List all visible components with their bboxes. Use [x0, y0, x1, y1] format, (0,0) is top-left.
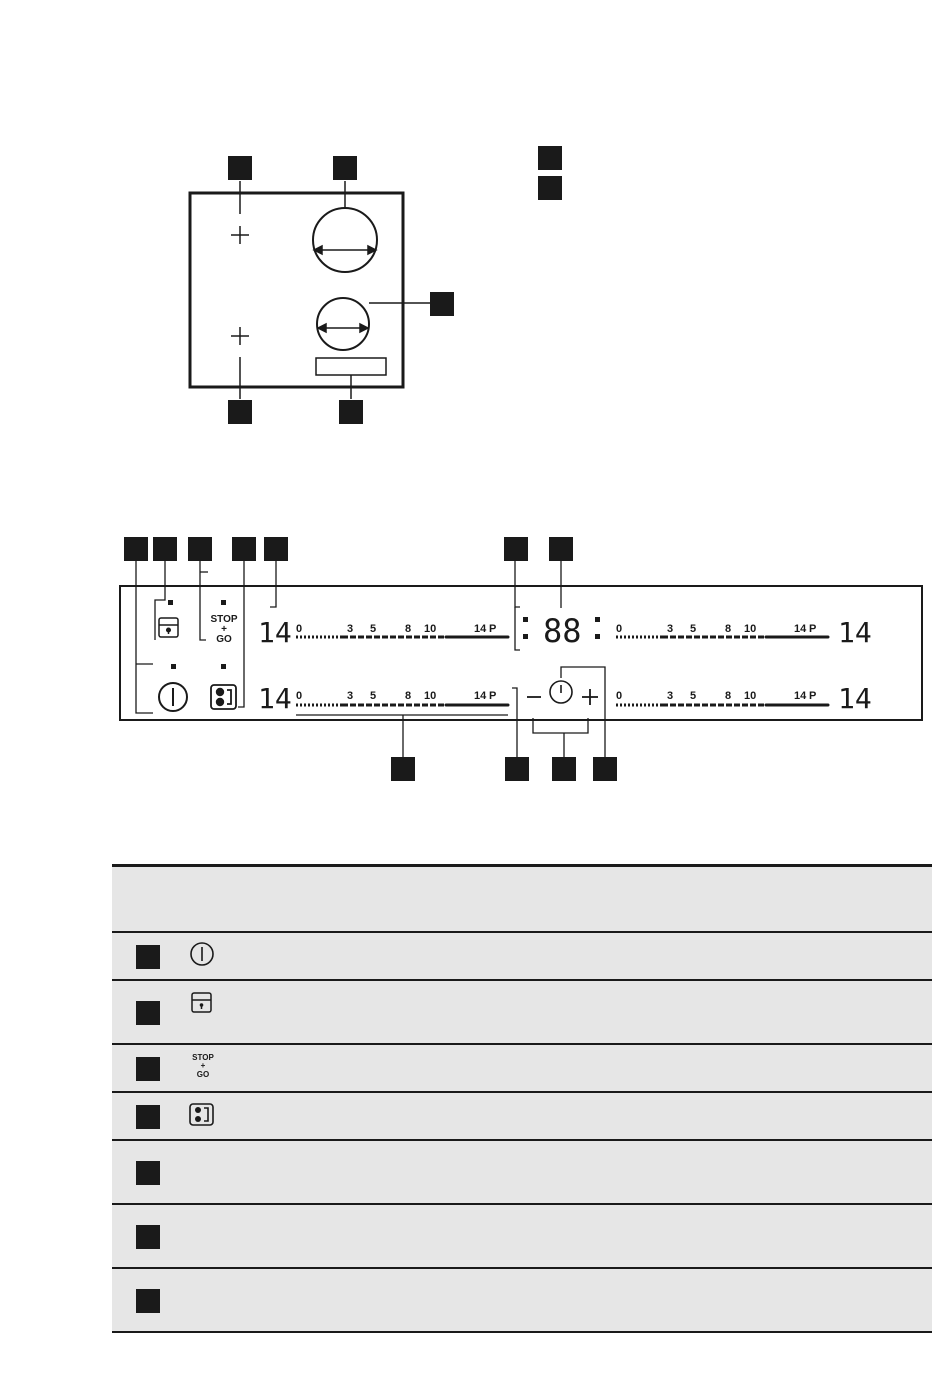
zone-display-right-bottom: 14 [838, 682, 872, 715]
slider-scale-label: 14 [794, 623, 807, 635]
timer-plus-button[interactable] [582, 689, 598, 705]
power-slider-left-top[interactable] [296, 623, 508, 637]
slider-scale-label: P [809, 690, 817, 702]
slider-scale-label: 8 [725, 690, 732, 702]
table-row-badge [136, 1105, 160, 1129]
timer-display: 88 [543, 612, 582, 650]
slider-scale-label: P [489, 623, 497, 635]
svg-text:GO: GO [196, 1070, 210, 1079]
table-row-badge [136, 1289, 160, 1313]
slider-scale-label: 8 [405, 690, 412, 702]
table-row-7 [112, 1269, 932, 1333]
table-row-badge [136, 1057, 160, 1081]
slider-scale-label: P [809, 623, 817, 635]
table-row-3 [112, 1045, 932, 1093]
power-slider-right-bottom[interactable] [616, 690, 828, 705]
slider-scale-label: 5 [370, 623, 377, 635]
power-slider-left-bottom[interactable] [296, 690, 508, 715]
slider-scale-label: 8 [725, 623, 732, 635]
lock-icon[interactable] [159, 618, 178, 637]
slider-scale-label: 3 [667, 623, 674, 635]
table-header [112, 864, 932, 933]
stop-go-line1[interactable]: STOP [210, 614, 238, 625]
slider-scale-label: 10 [424, 690, 437, 702]
table-row-6 [112, 1205, 932, 1269]
slider-scale-label: 0 [616, 623, 623, 635]
table-row-2 [112, 981, 932, 1045]
power-indicator-dot [171, 664, 176, 669]
svg-text:STOP: STOP [192, 1053, 214, 1062]
bridge-indicator-dot [221, 664, 226, 669]
slider-scale-label: 3 [667, 690, 674, 702]
slider-scale-label: 14 [794, 690, 807, 702]
table-row-5 [112, 1141, 932, 1205]
stopgo-indicator-dot [221, 600, 226, 605]
svg-text:+: + [200, 1061, 206, 1070]
slider-scale-label: P [489, 690, 497, 702]
power-icon [188, 940, 216, 968]
bridge-icon[interactable] [211, 685, 236, 709]
controls-table [112, 864, 932, 1333]
slider-scale-label: 5 [370, 690, 377, 702]
timer-colon-right [595, 617, 600, 639]
stop-go-line2: + [221, 624, 227, 635]
slider-scale-label: 14 [474, 690, 487, 702]
stop-go-icon [188, 1051, 218, 1085]
slider-scale-label: 3 [347, 690, 354, 702]
slider-scale-label: 0 [296, 690, 303, 702]
table-row-badge [136, 945, 160, 969]
slider-scale-label: 3 [347, 623, 354, 635]
panel-leader-lines [136, 561, 605, 757]
power-icon[interactable] [159, 683, 187, 711]
slider-scale-label: 10 [744, 690, 757, 702]
slider-scale-label: 0 [616, 690, 623, 702]
zone-display-left-top: 14 [258, 616, 292, 649]
slider-scale-label: 10 [744, 623, 757, 635]
slider-scale-label: 5 [690, 623, 697, 635]
slider-scale-label: 0 [296, 623, 303, 635]
zone-display-left-bottom: 14 [258, 682, 292, 715]
slider-scale-label: 8 [405, 623, 412, 635]
slider-scale-label: 10 [424, 623, 437, 635]
lock-indicator-dot [168, 600, 173, 605]
table-row-badge [136, 1225, 160, 1249]
table-row-1 [112, 933, 932, 981]
timer-clock-icon[interactable] [550, 681, 572, 703]
table-row-4 [112, 1093, 932, 1141]
bridge-icon [188, 1102, 216, 1128]
timer-colon-left [523, 617, 528, 639]
slider-scale-label: 5 [690, 690, 697, 702]
power-slider-right-top[interactable] [616, 623, 828, 637]
slider-scale-label: 14 [474, 623, 487, 635]
stop-go-line3: GO [216, 634, 232, 645]
zone-display-right-top: 14 [838, 616, 872, 649]
lock-icon [190, 991, 214, 1015]
table-row-badge [136, 1001, 160, 1025]
table-row-badge [136, 1161, 160, 1185]
